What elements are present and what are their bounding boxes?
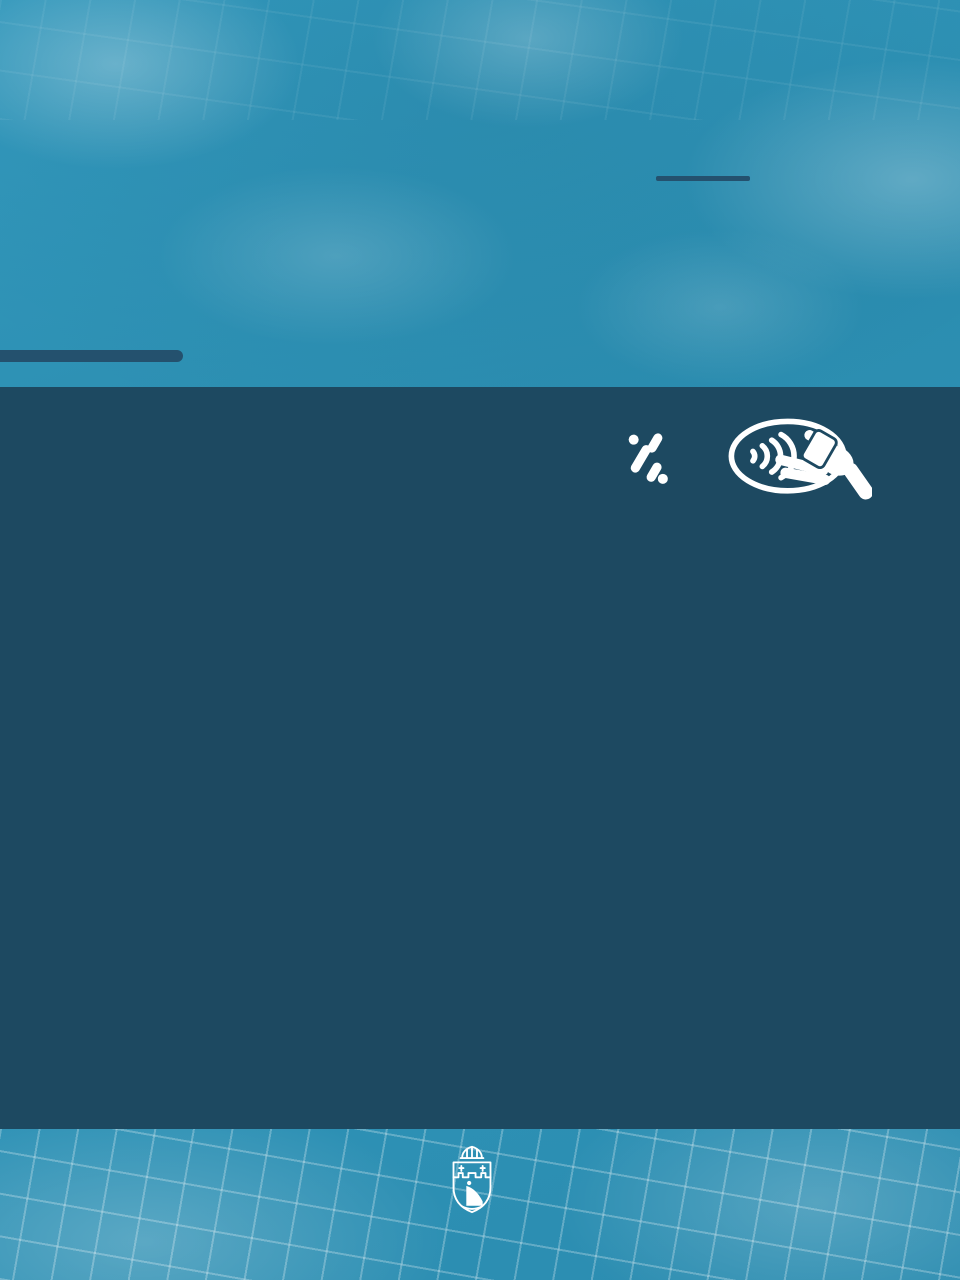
info-panel	[0, 387, 960, 1129]
pool-tiles-texture-top	[0, 0, 960, 120]
contactless-card-hand-icon	[722, 411, 872, 505]
dates-separator-line	[656, 176, 750, 181]
tarancon-coat-of-arms-icon	[440, 1143, 504, 1223]
accent-bar	[0, 350, 183, 362]
payment-methods-row	[96, 412, 888, 504]
footer-logo	[0, 1143, 960, 1223]
bizum-logo	[622, 431, 686, 485]
bizum-percent-icon	[622, 431, 672, 485]
